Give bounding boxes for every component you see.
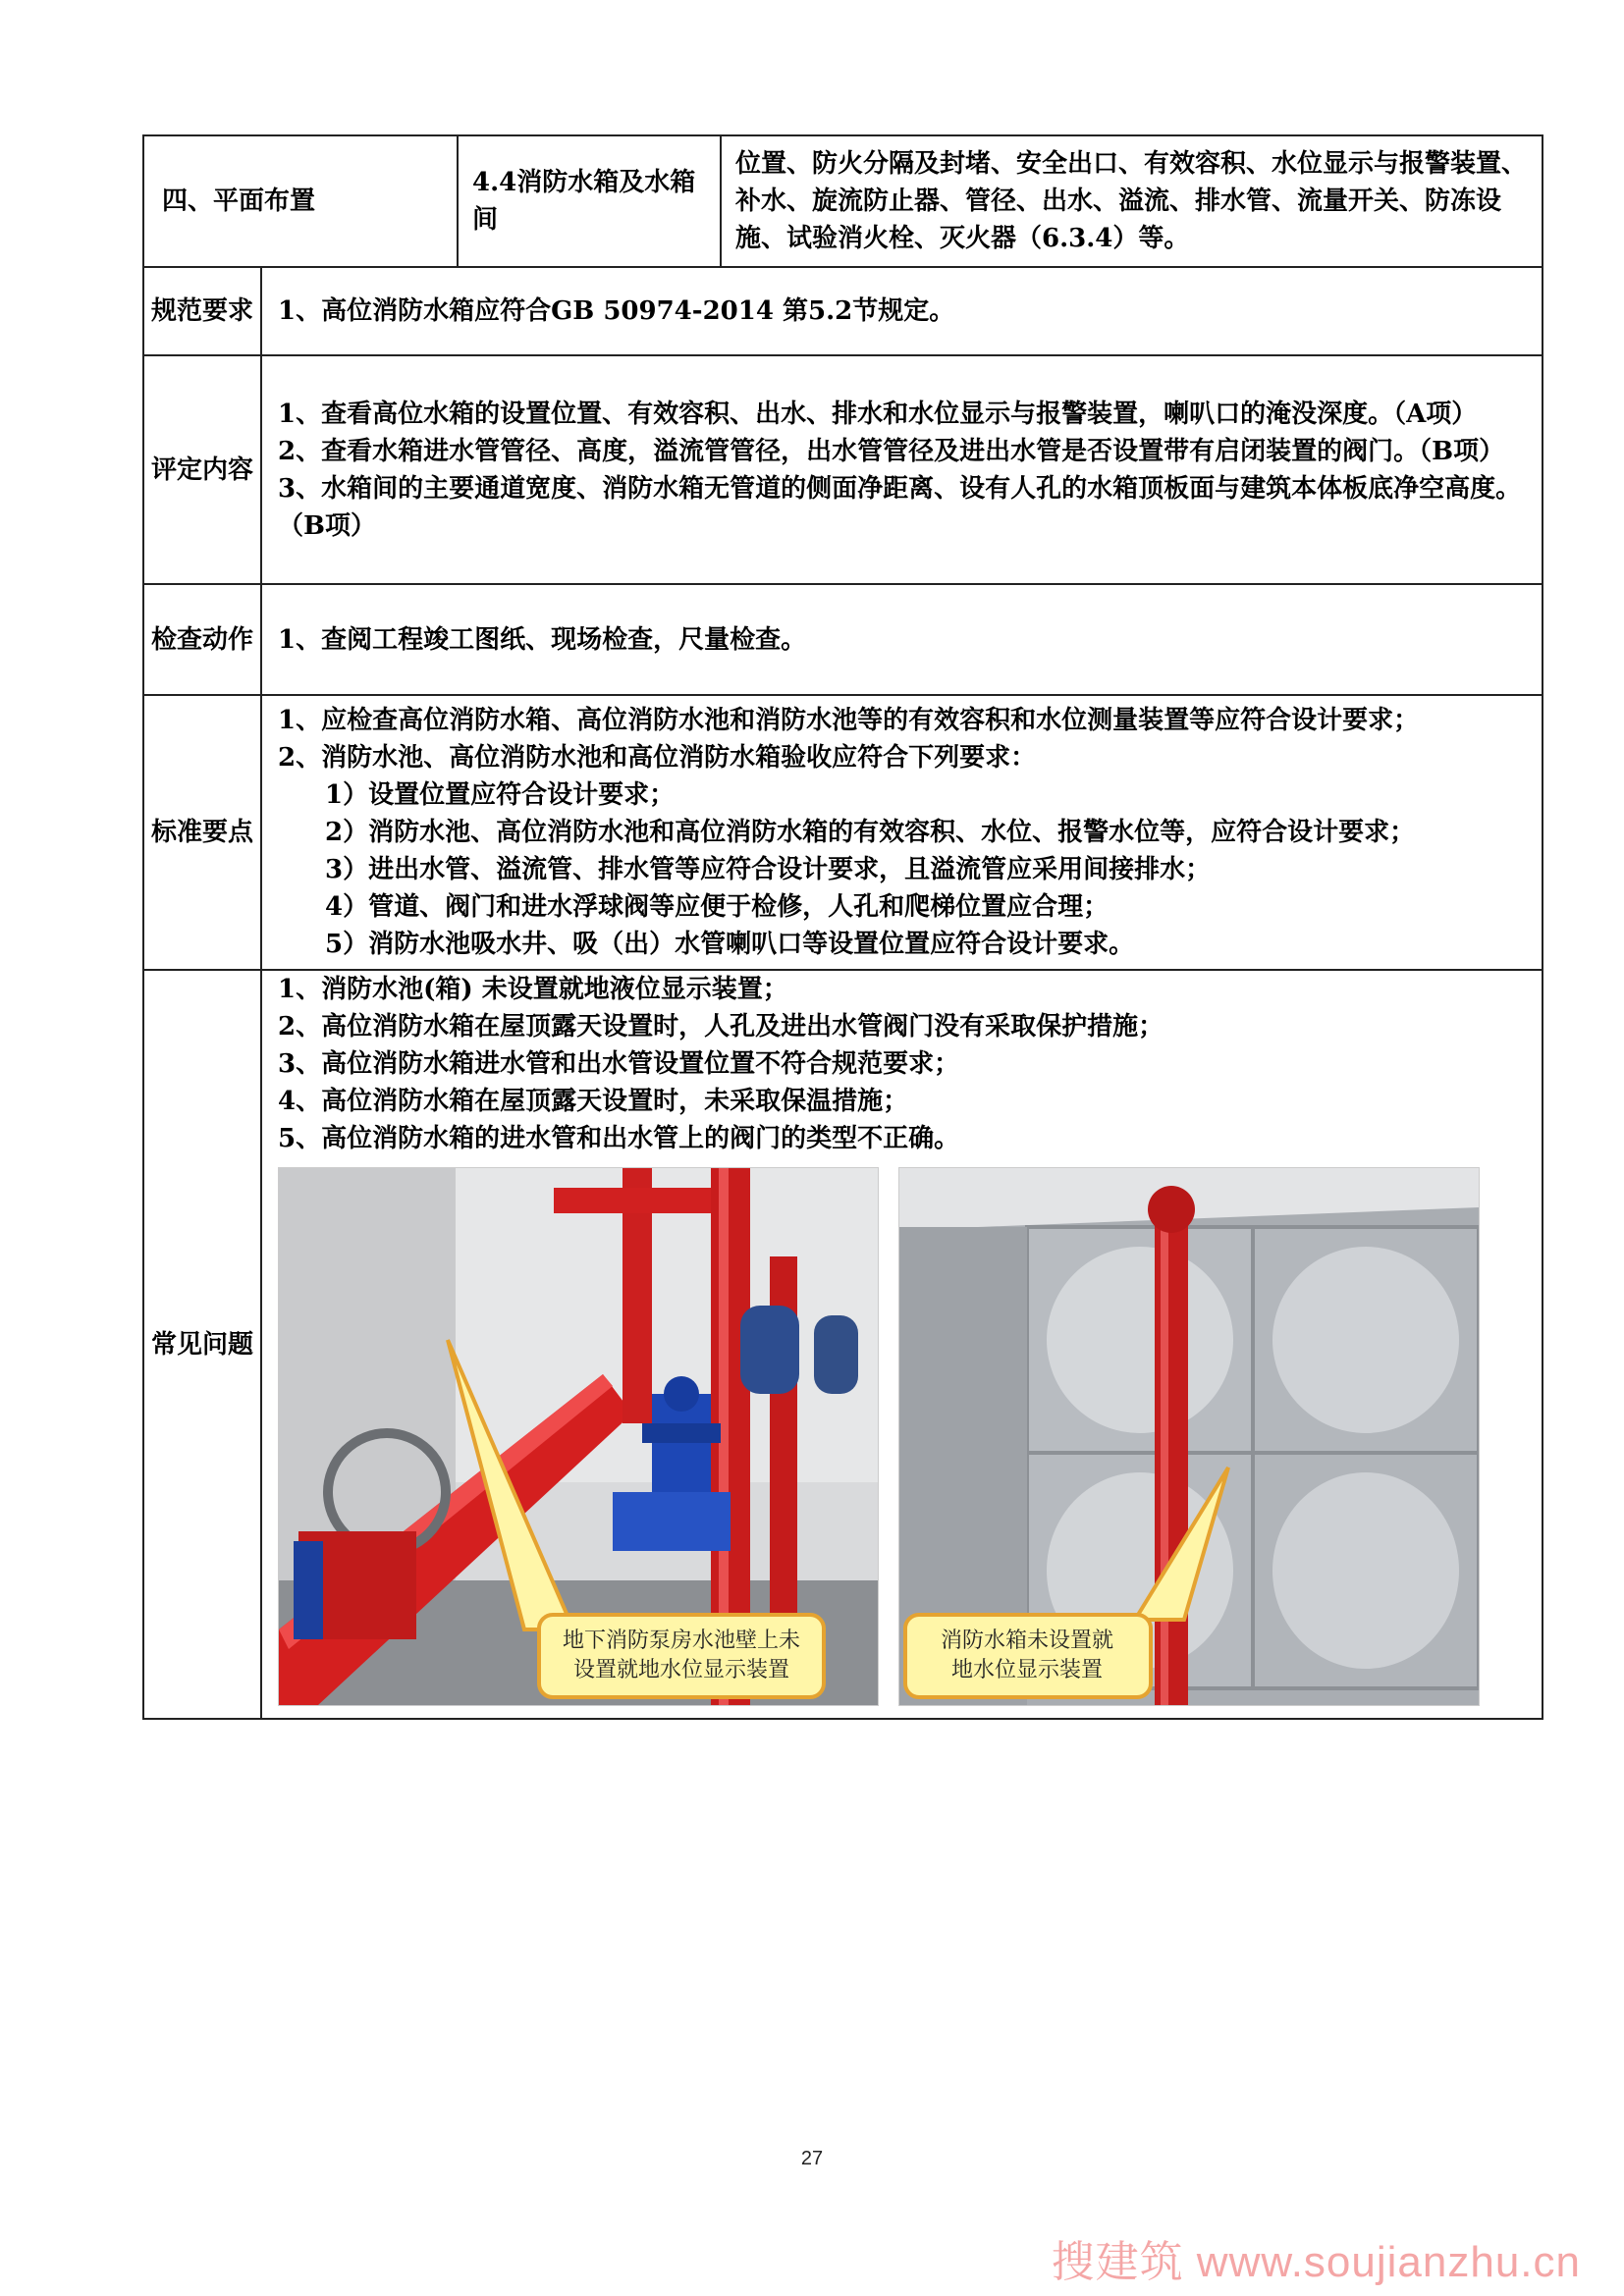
check-line: 1、查阅工程竣工图纸、现场检查，尺量检查。: [278, 624, 807, 655]
check-row: [143, 584, 1543, 695]
photo2-caption-line-1: 消防水箱未设置就: [940, 1628, 1113, 1652]
spec-row: [143, 267, 1543, 355]
item-title: 4.4消防水箱及水箱间: [458, 135, 721, 267]
assess-label: 评定内容: [143, 355, 261, 584]
section-title: 四、平面布置: [143, 135, 458, 267]
photo1-caption-line-1: 地下消防泵房水池壁上未: [562, 1628, 800, 1652]
assess-line-1: 1、查看高位水箱的设置位置、有效容积、出水、排水和水位显示与报警装置，喇叭口的淹没深度。（A项）: [278, 399, 1478, 429]
issue-line-1: 1、消防水池(箱) 未设置就地液位显示装置；: [278, 975, 788, 1004]
issues-label: 常见问题: [143, 970, 261, 1719]
issue-line-3: 3、高位消防水箱进水管和出水管设置位置不符合规范要求；: [278, 1049, 960, 1079]
water-tank-photo: [898, 1167, 1480, 1706]
assess-row: [143, 355, 1543, 584]
standard-subline-3: 3）进出水管、溢流管、排水管等应符合设计要求，且溢流管应采用间接排水；: [325, 855, 1212, 884]
standard-subline-2: 2）消防水池、高位消防水池和高位消防水箱的有效容积、水位、报警水位等，应符合设计要求；: [325, 818, 1416, 847]
spec-line: 1、高位消防水箱应符合GB 50974-2014 第5.2节规定。: [278, 296, 955, 326]
photo1-callout: [544, 1626, 819, 1684]
header-row: [143, 135, 1543, 267]
standard-row: [143, 695, 1543, 970]
standard-line-1: 1、应检查高位消防水箱、高位消防水池和消防水池等的有效容积和水位测量装置等应符合设计要求；: [278, 706, 1420, 735]
standard-label: 标准要点: [143, 695, 261, 970]
assess-content: [261, 355, 1543, 584]
standard-line-2: 2、消防水池、高位消防水池和高位消防水箱验收应符合下列要求：: [278, 743, 1037, 773]
check-label: 检查动作: [143, 584, 261, 695]
pump-room-photo: [278, 1167, 879, 1706]
assess-line-3: 3、水箱间的主要通道宽度、消防水箱无管道的侧面净距离、设有人孔的水箱顶板面与建筑本体板底净空高度。（B项）: [278, 473, 1522, 541]
standard-subline-5: 5）消防水池吸水井、吸（出）水管喇叭口等设置位置应符合设计要求。: [325, 930, 1135, 959]
assess-line-2: 2、查看水箱进水管管径、高度，溢流管管径，出水管管径及进出水管是否设置带有启闭装置的阀门。（B项）: [278, 436, 1505, 466]
issue-line-2: 2、高位消防水箱在屋顶露天设置时，人孔及进出水管阀门没有采取保护措施；: [278, 1012, 1164, 1041]
site-watermark: 搜建筑 www.soujianzhu.cn: [1051, 2238, 1581, 2286]
inspection-table: [142, 134, 1543, 1720]
pump-room-illustration: [279, 1168, 878, 1705]
issue-line-5: 5、高位消防水箱的进水管和出水管上的阀门的类型不正确。: [278, 1124, 960, 1153]
issue-photos: [278, 1167, 1532, 1706]
issues-row: [143, 970, 1543, 1719]
water-tank-illustration: [899, 1168, 1479, 1705]
check-content: [261, 584, 1543, 695]
standard-subline-4: 4）管道、阀门和进水浮球阀等应便于检修，人孔和爬梯位置应合理；: [325, 892, 1110, 922]
spec-content: [261, 267, 1543, 355]
standard-content: [261, 695, 1543, 970]
issue-line-4: 4、高位消防水箱在屋顶露天设置时，未采取保温措施；: [278, 1087, 909, 1116]
page-number: 27: [800, 2148, 824, 2169]
photo1-caption-line-2: 设置就地水位显示装置: [572, 1657, 789, 1682]
standard-subline-1: 1）设置位置应符合设计要求；: [325, 780, 676, 810]
photo2-callout: [909, 1626, 1145, 1684]
scope-text: 位置、防火分隔及封堵、安全出口、有效容积、水位显示与报警装置、补水、旋流防止器、管径、出水、溢流、排水管、流量开关、防冻设施、试验消火栓、灭火器（6.3.4）等。: [721, 135, 1543, 267]
photo2-caption-line-2: 地水位显示装置: [950, 1657, 1103, 1682]
issues-content: [261, 970, 1543, 1719]
spec-label: 规范要求: [143, 267, 261, 355]
